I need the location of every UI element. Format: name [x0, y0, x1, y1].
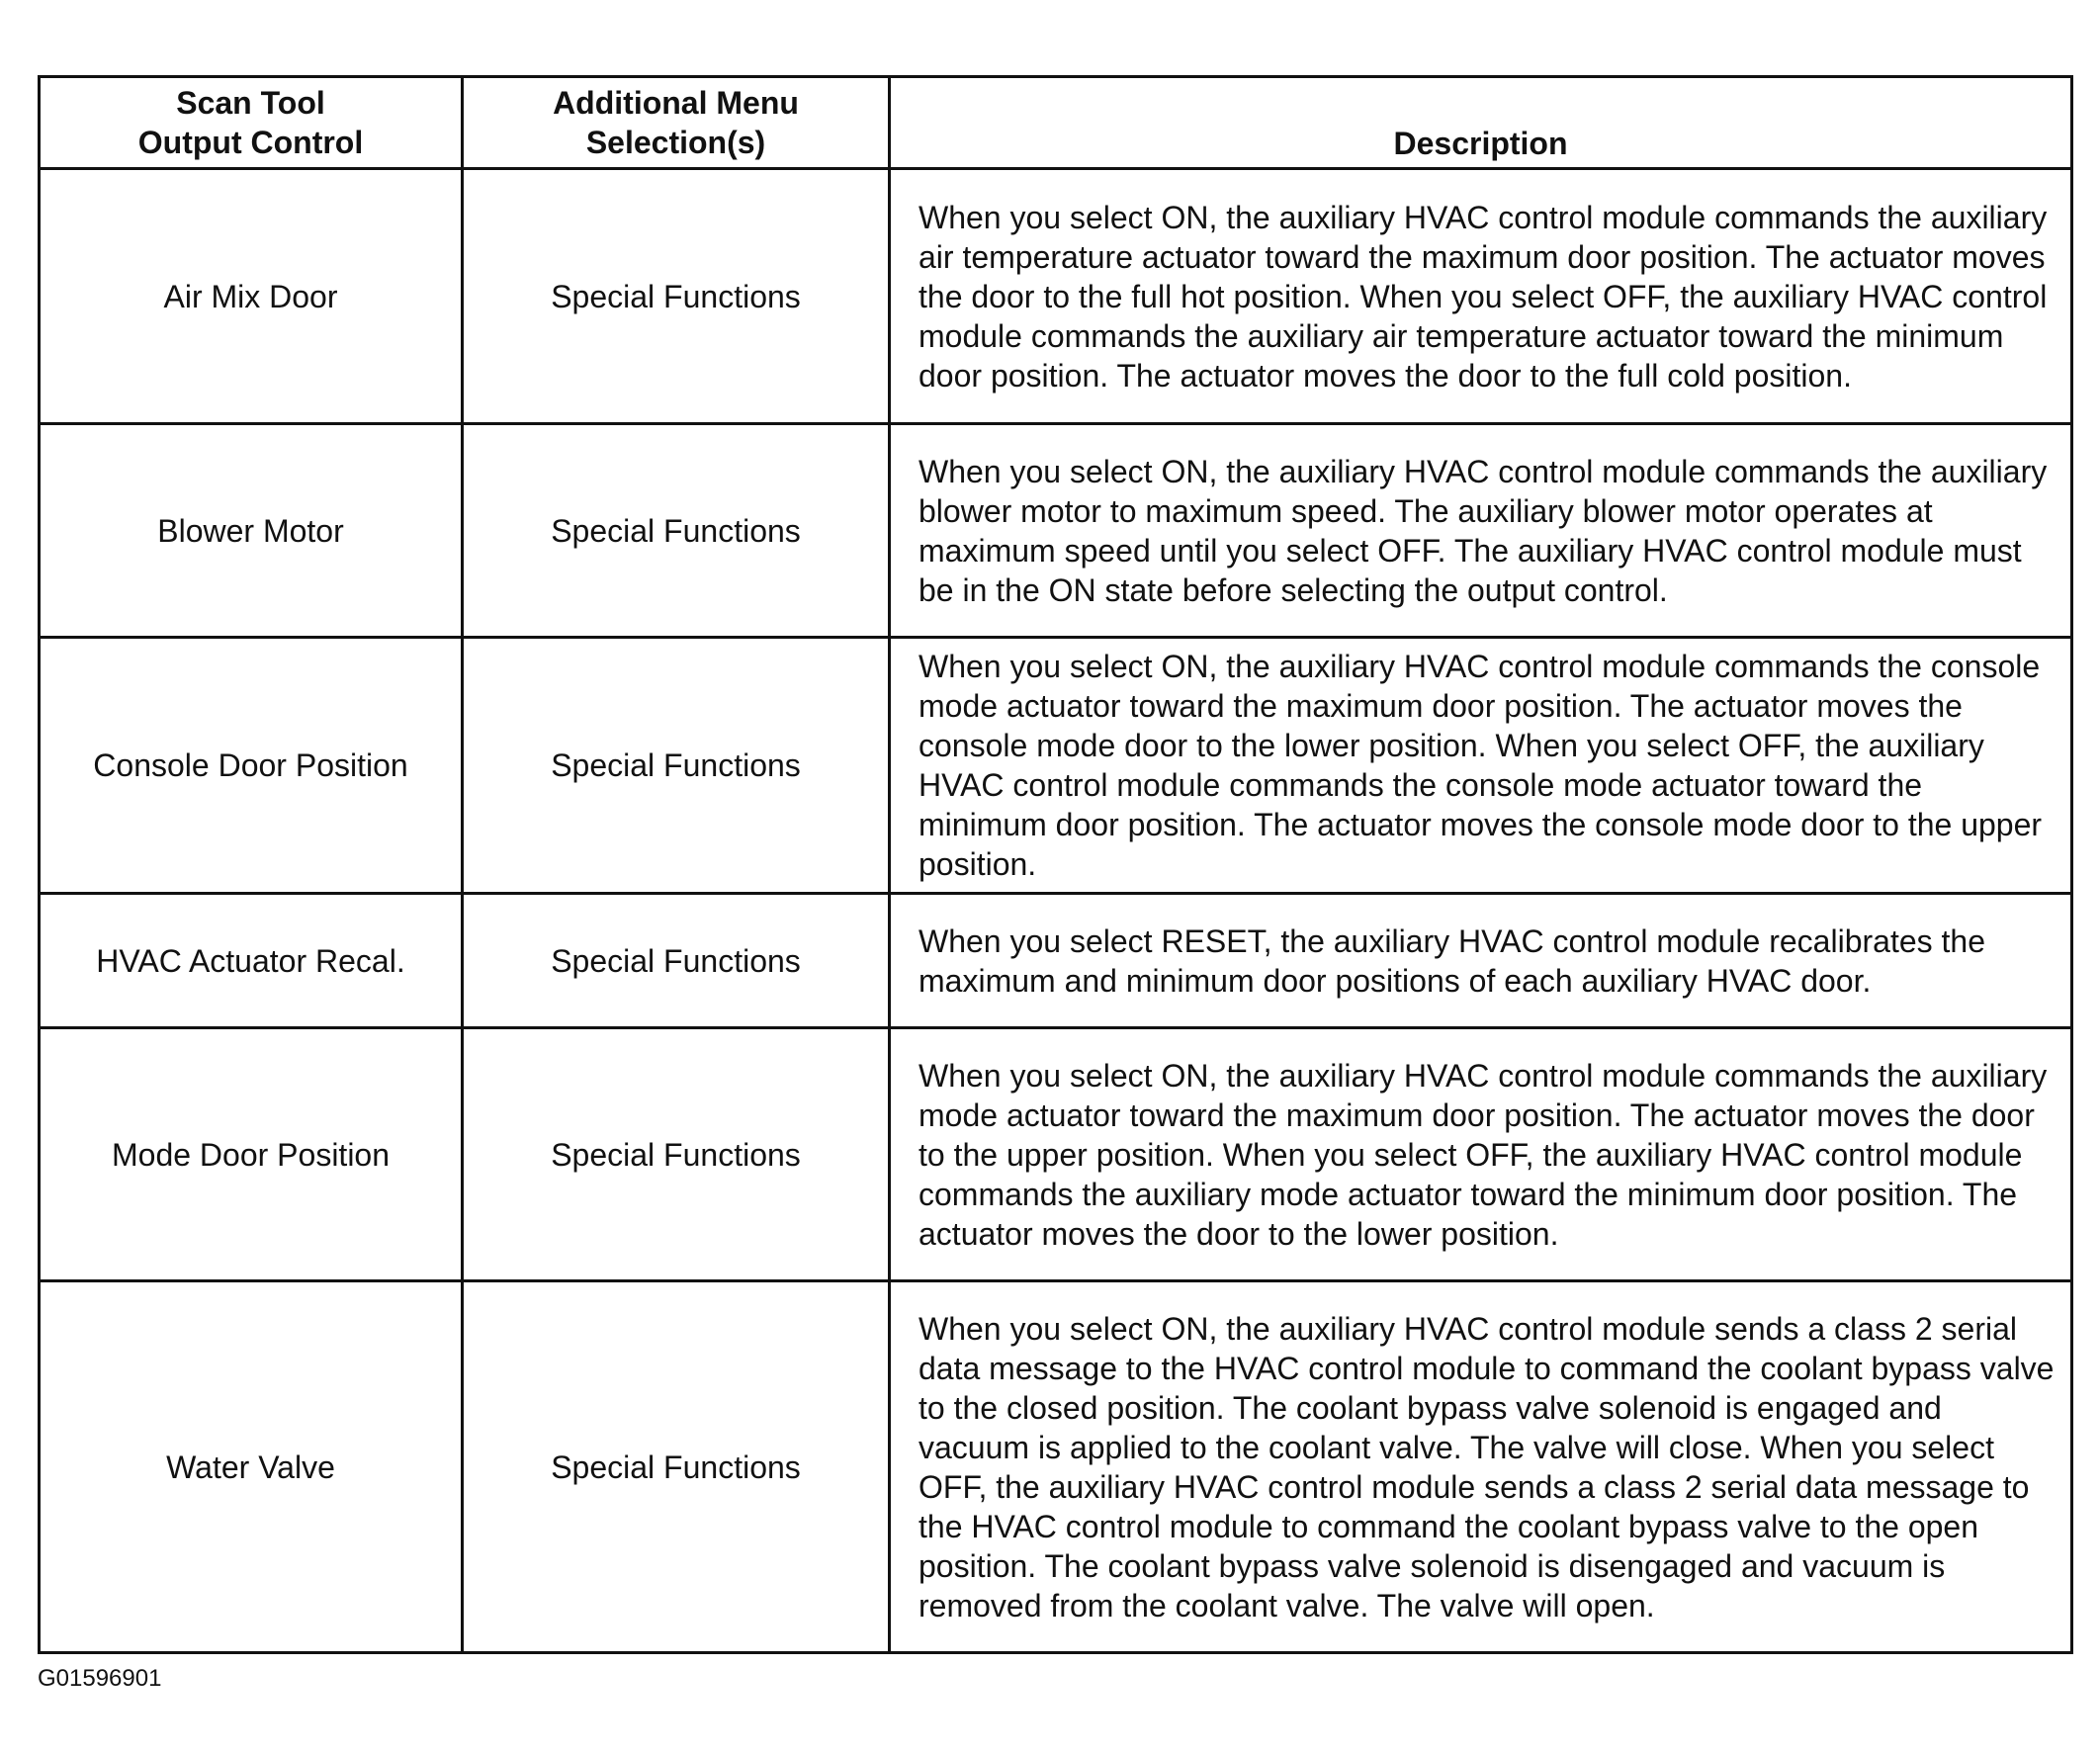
output-control-cell: Blower Motor	[40, 424, 463, 638]
output-control-cell: Air Mix Door	[40, 169, 463, 424]
output-control-cell: Water Valve	[40, 1281, 463, 1653]
description-cell: When you select ON, the auxiliary HVAC control module sends a class 2 serial data message to the HVAC control module to command the coolant bypass valve to the closed position. The coolant bypass valve solenoid is engaged and vacuum is applied to the coolant valve. The valve will close. When you select OFF, the auxiliary HVAC control module sends a class 2 serial data message to the HVAC control module to command the coolant bypass valve to the open position. The coolant bypass valve solenoid is disengaged and vacuum is removed from the coolant valve. The valve will open.	[890, 1281, 2072, 1653]
output-control-cell: Console Door Position	[40, 638, 463, 894]
output-control-table	[38, 75, 2073, 1654]
table-header-row	[40, 77, 2072, 169]
header-menu-selection-line-2: Selection(s)	[585, 125, 766, 160]
figure-id-label: G01596901	[38, 1665, 162, 1692]
menu-selection-cell: Special Functions	[463, 424, 890, 638]
menu-selection-cell: Special Functions	[463, 1281, 890, 1653]
table-row	[40, 169, 2072, 424]
header-output-control-line-1: Scan Tool	[176, 85, 325, 121]
table-row	[40, 1028, 2072, 1281]
description-cell: When you select ON, the auxiliary HVAC control module commands the auxiliary blower motor to maximum speed. The auxiliary blower motor operates at maximum speed until you select OFF. The auxiliary HVAC control module must be in the ON state before selecting the output control.	[890, 424, 2072, 638]
header-menu-selection-line-1: Additional Menu	[553, 85, 799, 121]
table-row	[40, 1281, 2072, 1653]
output-control-cell: Mode Door Position	[40, 1028, 463, 1281]
output-control-cell: HVAC Actuator Recal.	[40, 894, 463, 1028]
description-cell: When you select ON, the auxiliary HVAC control module commands the console mode actuator toward the maximum door position. The actuator moves the console mode door to the lower position. When you select OFF, the auxiliary HVAC control module commands the console mode actuator toward the minimum door position. The actuator moves the console mode door to the upper position.	[890, 638, 2072, 894]
table-row	[40, 638, 2072, 894]
menu-selection-cell: Special Functions	[463, 638, 890, 894]
header-output-control	[40, 77, 463, 169]
menu-selection-cell: Special Functions	[463, 169, 890, 424]
description-cell: When you select ON, the auxiliary HVAC control module commands the auxiliary mode actuator toward the maximum door position. The actuator moves the door to the upper position. When you select OFF, the auxiliary HVAC control module commands the auxiliary mode actuator toward the minimum door position. The actuator moves the door to the lower position.	[890, 1028, 2072, 1281]
table-row	[40, 894, 2072, 1028]
header-menu-selection	[463, 77, 890, 169]
header-description: Description	[890, 77, 2072, 169]
menu-selection-cell: Special Functions	[463, 1028, 890, 1281]
menu-selection-cell: Special Functions	[463, 894, 890, 1028]
table-row	[40, 424, 2072, 638]
header-output-control-line-2: Output Control	[137, 125, 364, 160]
description-cell: When you select ON, the auxiliary HVAC control module commands the auxiliary air temperature actuator toward the maximum door position. The actuator moves the door to the full hot position. When you select OFF, the auxiliary HVAC control module commands the auxiliary air temperature actuator toward the minimum door position. The actuator moves the door to the full cold position.	[890, 169, 2072, 424]
description-cell: When you select RESET, the auxiliary HVAC control module recalibrates the maximum and minimum door positions of each auxiliary HVAC door.	[890, 894, 2072, 1028]
